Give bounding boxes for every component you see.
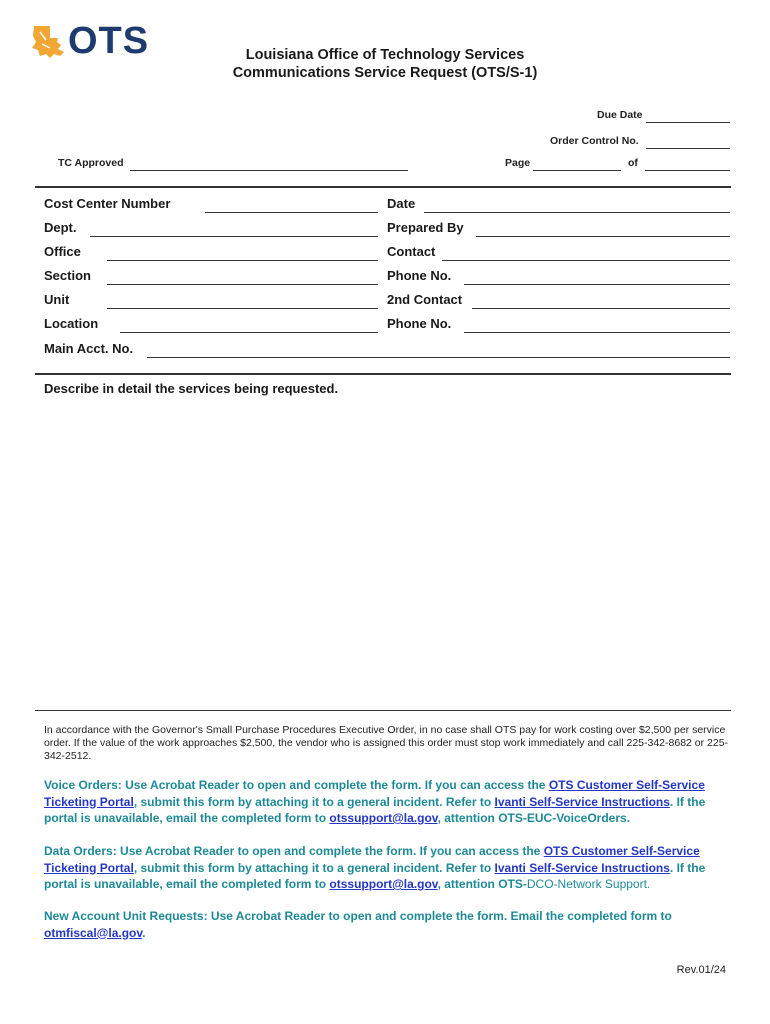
- order-control-label: Order Control No.: [550, 135, 639, 147]
- contact-label: Contact: [387, 244, 436, 259]
- voice-ivanti-link[interactable]: Ivanti Self-Service Instructions: [494, 794, 670, 809]
- new-account-text-1: New Account Unit Requests: Use Acrobat Reader to open and complete the form. Email the completed form to: [44, 909, 672, 923]
- contact-field[interactable]: [442, 247, 730, 261]
- unit-field[interactable]: [107, 295, 378, 309]
- location-field[interactable]: [120, 319, 378, 333]
- data-text-4: , attention OTS-: [437, 877, 527, 891]
- voice-portal-link[interactable]: OTS Customer Self-Service Ticketing Portal: [44, 778, 705, 809]
- description-divider: [35, 373, 731, 375]
- description-field[interactable]: [40, 400, 730, 705]
- main-acct-label: Main Acct. No.: [44, 341, 134, 356]
- of-field[interactable]: [645, 158, 730, 171]
- notice-divider: [35, 710, 731, 711]
- data-text-5: DCO-Network Support.: [526, 877, 651, 891]
- order-control-field[interactable]: [646, 136, 730, 149]
- page-label: Page: [505, 157, 531, 169]
- voice-orders-instructions: [44, 777, 724, 827]
- section-label: Section: [44, 268, 91, 283]
- page-field[interactable]: [533, 158, 621, 171]
- ots-logo: [30, 18, 160, 66]
- data-text-3: . If the portal is unavailable, email the completed form to: [44, 860, 706, 891]
- tc-approved-label: TC Approved: [58, 157, 124, 169]
- second-contact-label: 2nd Contact: [387, 292, 463, 307]
- office-label: Office: [44, 244, 81, 259]
- office-field[interactable]: [107, 247, 378, 261]
- data-ivanti-link[interactable]: Ivanti Self-Service Instructions: [494, 860, 670, 875]
- location-label: Location: [44, 316, 99, 331]
- data-text-1: Data Orders: Use Acrobat Reader to open and complete the form. If you can access the: [44, 844, 544, 858]
- form-subtitle: Communications Service Request (OTS/S-1): [232, 65, 538, 81]
- purchase-notice: In accordance with the Governor's Small Purchase Procedures Executive Order, in no case shall OTS pay for work costing over $2,500 per service order. If the value of the work approaches $2,500, the vendor who is assigned this order must stop work immediately and call 225-342-8682 or 225-342-2512.: [44, 724, 729, 762]
- dept-label: Dept.: [44, 220, 77, 235]
- phone-2-label: Phone No.: [387, 316, 452, 331]
- due-date-field[interactable]: [646, 110, 730, 123]
- phone-label: Phone No.: [387, 268, 452, 283]
- second-contact-field[interactable]: [472, 295, 730, 309]
- logo-text: OTS: [68, 20, 150, 62]
- data-orders-instructions: [44, 843, 724, 893]
- of-label: of: [628, 157, 638, 169]
- section-divider: [35, 186, 731, 188]
- data-text-2: , submit this form by attaching it to a general incident. Refer to: [133, 860, 495, 875]
- section-field[interactable]: [107, 271, 378, 285]
- main-acct-field[interactable]: [147, 344, 730, 358]
- date-label: Date: [387, 196, 416, 211]
- new-account-text-2: .: [142, 925, 146, 940]
- data-portal-link[interactable]: OTS Customer Self-Service Ticketing Portal: [44, 844, 700, 875]
- cost-center-label: Cost Center Number: [44, 196, 171, 211]
- unit-label: Unit: [44, 292, 70, 307]
- voice-email-link[interactable]: otssupport@la.gov: [329, 811, 438, 825]
- description-label: Describe in detail the services being requested.: [44, 381, 339, 396]
- revision-label: Rev.01/24: [676, 964, 726, 976]
- voice-text-1: Voice Orders: Use Acrobat Reader to open and complete the form. If you can access the: [44, 778, 549, 792]
- dept-field[interactable]: [90, 223, 378, 237]
- voice-text-3: . If the portal is unavailable, email the completed form to: [44, 794, 706, 825]
- prepared-by-field[interactable]: [476, 223, 730, 237]
- prepared-by-label: Prepared By: [387, 220, 464, 235]
- voice-text-4: , attention OTS-EUC-VoiceOrders.: [437, 811, 631, 825]
- date-field[interactable]: [424, 199, 730, 213]
- fiscal-email-link[interactable]: otmfiscal@la.gov: [44, 925, 143, 940]
- cost-center-field[interactable]: [205, 199, 378, 213]
- new-account-instructions: [44, 908, 724, 941]
- due-date-label: Due Date: [597, 109, 643, 121]
- data-email-link[interactable]: otssupport@la.gov: [329, 877, 438, 891]
- phone-field[interactable]: [464, 271, 730, 285]
- phone-2-field[interactable]: [464, 319, 730, 333]
- voice-text-2: , submit this form by attaching it to a general incident. Refer to: [133, 794, 495, 809]
- tc-approved-field[interactable]: [130, 158, 408, 171]
- form-title: Louisiana Office of Technology Services: [245, 47, 525, 63]
